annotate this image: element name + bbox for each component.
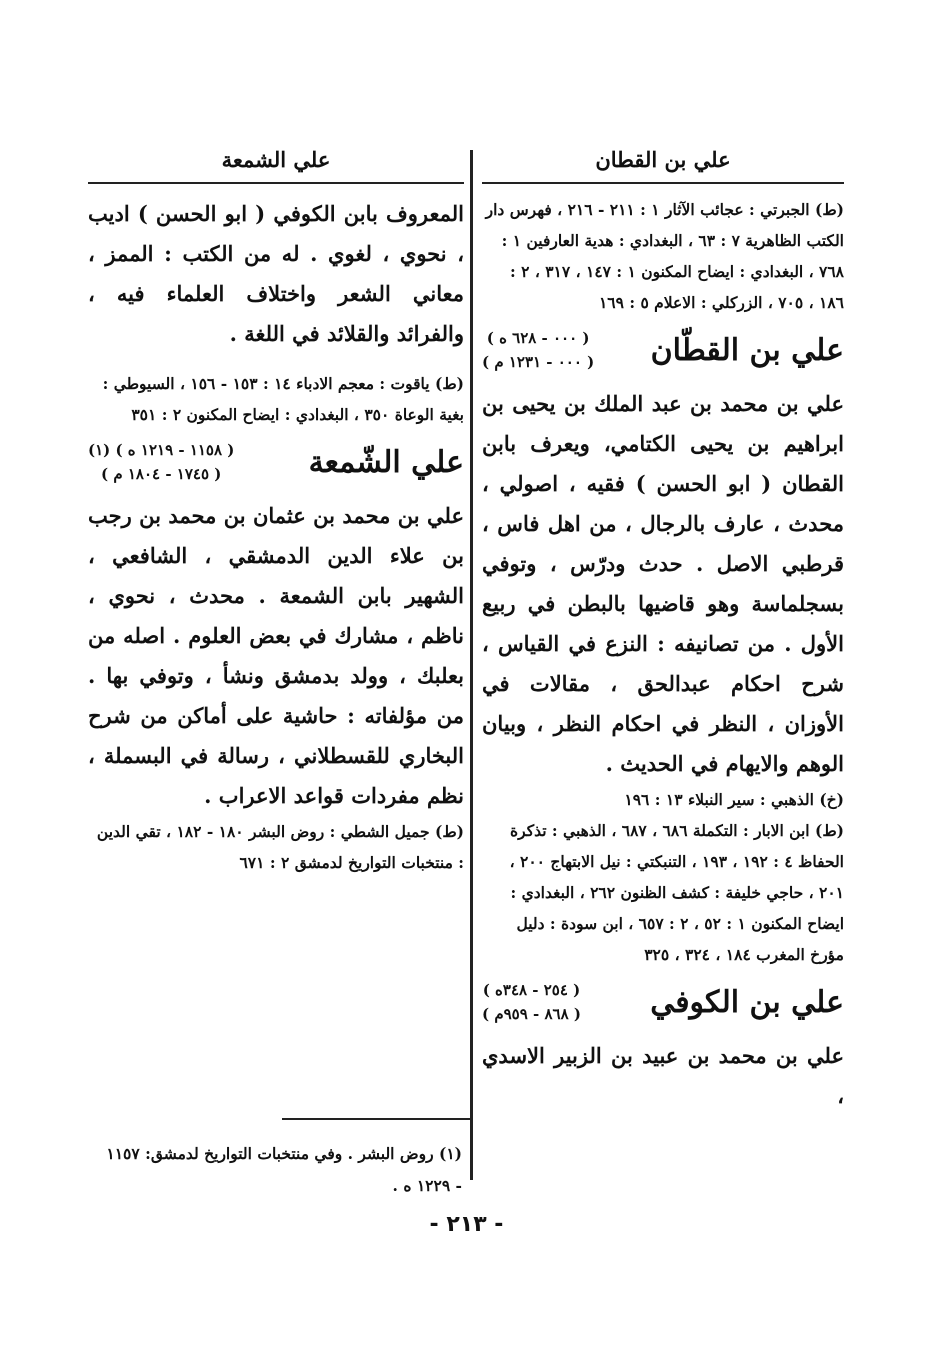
footnote: (١) روض البشر . وفي منتخبات التواريخ لدمشق: ١١٥٧ - ١٢٢٩ ه . [106,1144,462,1195]
entry-refs-manuscript: (خ) الذهبي : سير النبلاء ١٣ : ١٩٦ [624,790,844,809]
entry-refs-printed: (ط) ابن الابار : التكملة ٦٨٦ ، ٦٨٧ ، الذهبي : تذكرة الحفاظ ٤ : ١٩٢ ، ١٩٣ ، التنبكتي : نيل الابتهاج ٢٠٠ ، ٢٠١ ، حاجي خليفة : كشف الظنون ٢٦٢ ، البغدادي : ايضاح المكنون ١ : ٥٢ ، ٢ : ٦٥٧ ، ابن سودة : دليل مؤرخ المغرب ١٨٤ ، ٣٢٤ ، ٣٢٥ [509,821,844,964]
gregorian-dates: ( ٠٠٠ - ١٢٣١ م ) [482,353,595,371]
hijri-dates: ( ١١٥٨ - ١٢١٩ ه ) (١) [88,441,235,459]
entry-biography: علي بن محمد بن عبيد بن الزبير الاسدي ، [482,1043,844,1108]
entry-dates [482,326,594,374]
right-column [482,140,844,1116]
entry-name: علي الشّمعة [308,444,464,480]
entry-heading-ibn-alqattan [482,326,844,374]
biography-continued: المعروف بابن الكوفي ( ابو الحسن ) اديب ، نحوي ، لغوي . له من الكتب : الممز ، معاني الشعر واختلاف العلماء فيه ، والفرائد والقلائد في اللغة . [88,201,464,346]
entry-refs-printed: (ط) ياقوت : معجم الادباء ١٤ : ١٥٣ - ١٥٦ ، السيوطي : بغية الوعاة ٣٥٠ ، البغدادي : ايضاح المكنون ٢ : ٣٥١ [102,374,464,424]
hijri-dates: ( ٠٠٠ - ٦٢٨ ه ) [486,329,590,347]
entry-heading-ibn-alshamaa [88,438,464,486]
entry-biography: علي بن محمد بن عثمان بن محمد بن رجب بن علاء الدين الدمشقي ، الشافعي ، الشهير بابن الشمعة . محدث ، نحوي ، ناظم ، مشارك في بعض العلوم . اصله من بعلبك ، وولد بدمشق ونشأ ، وتوفي بها . من مؤلفاته : حاشية على أماكن من شرح البخاري للقسطلاني ، رسالة في البسملة ، نظم مفردات قواعد الاعراب . [88,503,464,808]
right-refs-continued: (ط) الجبرتي : عجائب الآثار ١ : ٢١١ - ٢١٦ ، فهرس دار الكتب الظاهرية ٧ : ٦٣ ، البغدادي : هدية العارفين ١ : ٧٦٨ ، البغدادي : ايضاح المكنون ١ : ١٤٧ ، ٣١٧ ، ٢ : ١٨٦ ، ٧٠٥ ، الزركلي : الاعلام ٥ : ١٦٩ [485,200,844,312]
entry-dates [482,978,581,1026]
left-running-header: علي الشمعة [88,140,464,184]
right-running-header: علي بن القطان [482,140,844,184]
footnote-rule [282,1118,472,1120]
gregorian-dates: ( ١٧٤٥ - ١٨٠٤ م ) [101,465,222,483]
hijri-dates: ( ٢٥٤ - ٣٤٨ه ) [482,981,581,999]
page-number: - ٢١٣ - [429,1212,504,1237]
gregorian-dates: ( ٨٦٨ - ٩٥٩م ) [482,1005,581,1023]
left-column [88,140,464,878]
entry-name: علي بن الكوفي [650,984,844,1020]
column-divider [470,150,473,1180]
entry-dates [88,438,234,486]
entry-biography: علي بن محمد بن عبد الملك بن يحيى بن ابراهيم بن يحيى الكتامي، ويعرف بابن القطان ( ابو الحسن ) فقيه ، اصولي ، محدث ، عارف بالرجال ، من اهل فاس ، قرطبي الاصل . حدث ودرّس ، وتوفي بسجلماسة وهو قاضيها بالبطن في ربيع الأول . من تصانيفه : النزع في القياس ، شرح احكام عبدالحق ، مقالات في الأوزان ، النظر في احكام النظر ، وبيان الوهم والايهام في الحديث . [482,391,844,776]
entry-refs-printed: (ط) جميل الشطي : روض البشر ١٨٠ - ١٨٢ ، تقي الدين : منتخبات التواريخ لدمشق ٢ : ٦٧١ [96,822,464,872]
entry-name: علي بن القطّان [650,332,844,368]
entry-heading-ibn-alkufi [482,978,844,1026]
